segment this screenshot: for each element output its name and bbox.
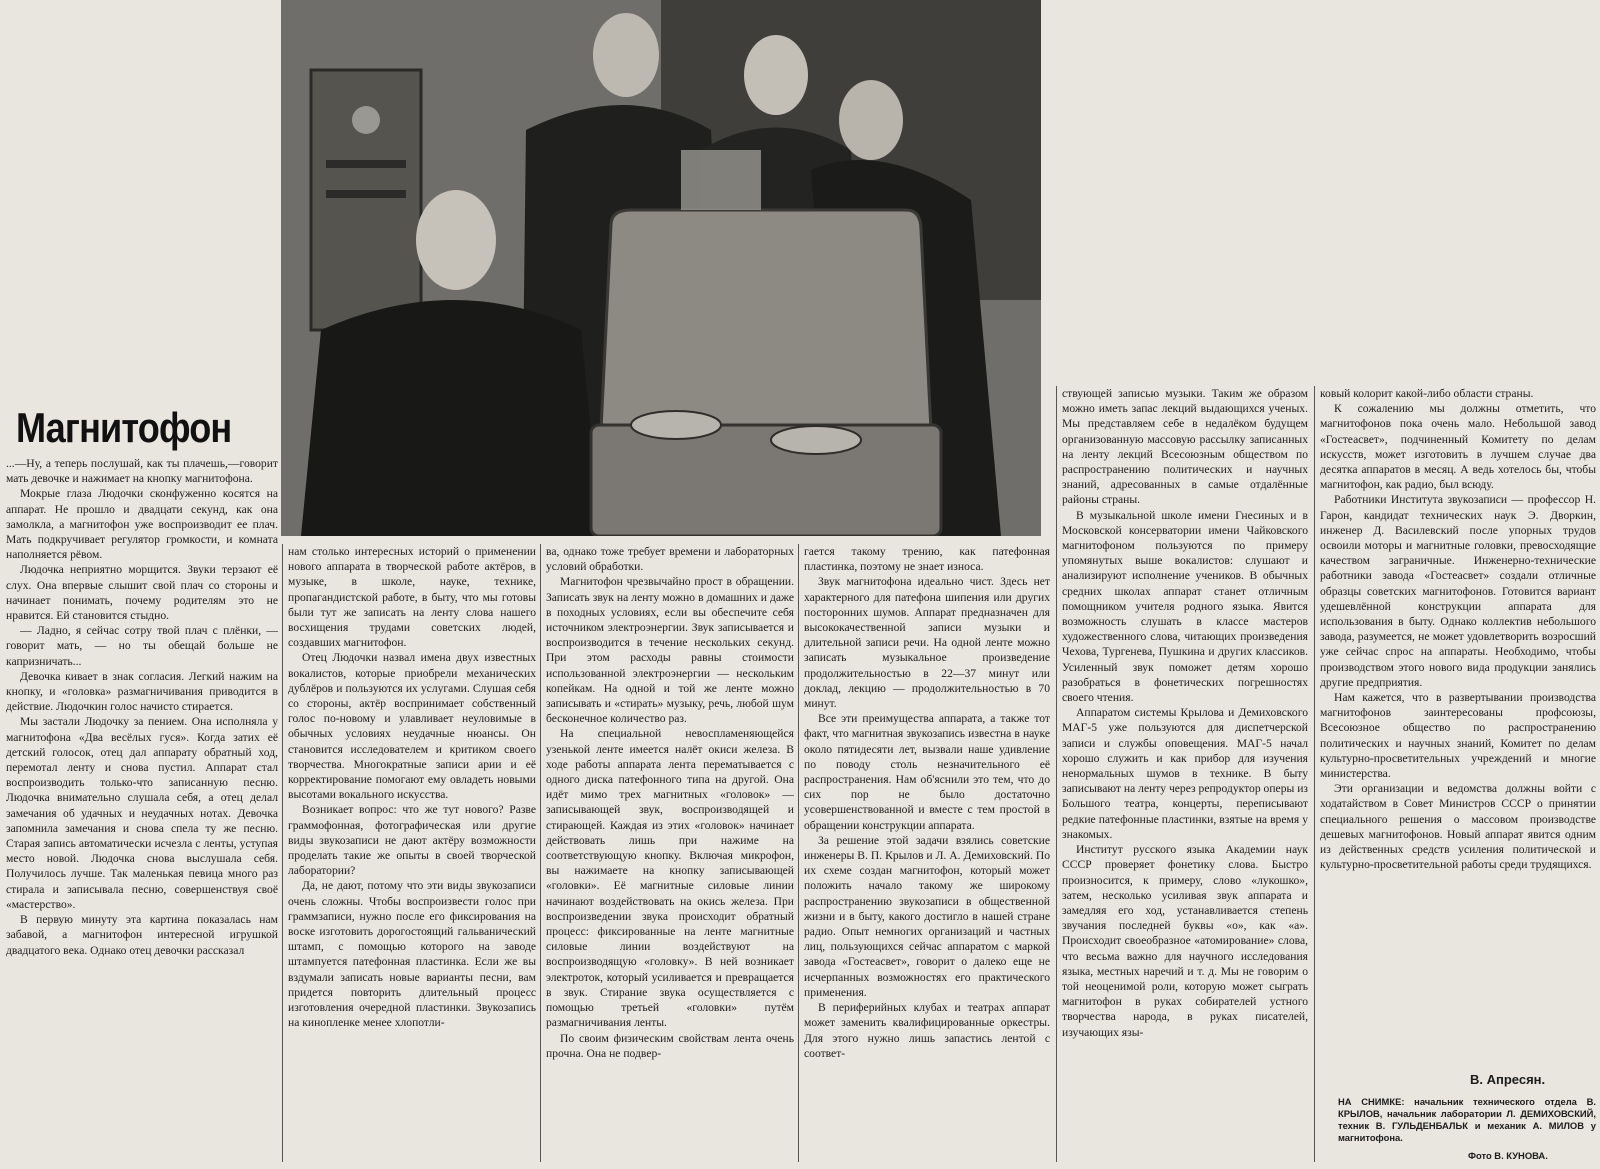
paragraph: ...—Ну, а теперь послушай, как ты плачешь,—говорит мать девочке и нажимает на кнопку магнитофона.	[6, 457, 278, 486]
paragraph: Мокрые глаза Людочки сконфуженно косятся на аппарат. Не прошло и двадцати секунд, как она замолкла, а магнитофон уже воспроизводит ее плач. Мать подкручивает регулятор громкости, и комната наполняется рёвом.	[6, 487, 278, 562]
paragraph: Работники Института звукозаписи — профессор Н. Гарон, кандидат технических наук Э. Дворкин, инженер Д. Василевский после упорных трудов освоили моторы и магнитные головки, превосходящие качеством заграничные. Инженерно-технические работники завода «Гостеасвет» создали отличные образцы советских магнитофонов. Готовится вариант удешевлённой конструкции аппарата для использования в быту. Однако коллектив небольшого завода, разумеется, не может удовлетворить возросший уже сейчас спрос на аппараты. Необходимо, чтобы производством этого нового вида продукции занялись другие предприятия.	[1320, 493, 1596, 689]
article-column-2	[288, 544, 536, 1162]
column-rule	[1056, 386, 1057, 1162]
paragraph: ковый колорит какой-либо области страны.	[1320, 387, 1534, 400]
photo-credit: Фото В. КУНОВА.	[1468, 1150, 1548, 1161]
column-rule	[798, 544, 799, 1162]
paragraph: В периферийных клубах и театрах аппарат может заменить квалифицированные оркестры. Для этого нужно лишь запастись лентой с соответ-	[804, 1001, 1050, 1060]
article-column-1	[6, 456, 278, 1162]
paragraph: Эти организации и ведомства должны войти с ходатайством в Совет Министров СССР о принятии специального решения о массовом производстве дешевых магнитофонов. Новый аппарат явится одним из действенных средств усиления политической и культурно-просветительной работы среди трудящихся.	[1320, 782, 1596, 872]
paragraph: Институт русского языка Академии наук СССР проверяет фонетику слова. Быстро произносится, к примеру, слово «лукошко», затем, несколько усиливая звук аппарата и замедляя его ход, устанавливается степень звучания последней буквы «о», как «а». Происходит своеобразное «атомирование» слова, что весьма важно для научного исследования языка, местных наречий и т. д. Мы не говорим о той неоценимой роли, которую может сыграть магнитофон в руках собирателей устного творчества народа, в руках писателей, изучающих язы-	[1062, 843, 1308, 1039]
paragraph: гается такому трению, как патефонная пластинка, поэтому не знает износа.	[804, 545, 1050, 574]
article-column-5	[1062, 386, 1308, 1162]
paragraph: нам столько интересных историй о применении нового аппарата в творческой работе актёров, в музыке, в школе, науке, технике, пропагандистской работе, в быту, что мы готовы были тут же записать на ленту слова нашего восхищения трудами советских людей, создавших магнитофон.	[288, 545, 536, 650]
article-photo	[281, 0, 1041, 536]
article-column-6	[1320, 386, 1596, 1066]
paragraph: Девочка кивает в знак согласия. Легкий нажим на кнопку, и «головка» размагничивания приводится в действие. Людочкин голос начисто стирается.	[6, 669, 278, 714]
paragraph: Отец Людочки назвал имена двух известных вокалистов, которые приобрели механических дублёров и пользуются их услугами. Слушая себя со стороны, актёр воспринимает собственный голос по-новому и улавливает неуловимые в обычных условиях неудачные нюансы. Он становится исследователем и критиком своего творчества. Многократные записи арии и её корректирование помогают ему овладеть новыми высотами вокального искусства.	[288, 651, 536, 802]
paragraph: Все эти преимущества аппарата, а также тот факт, что магнитная звукозапись известна в науке около пятидесяти лет, вызвали наше удивление по поводу столь незначительного её распространения. Нам об'яснили это тем, что до сих пор не было достаточно усовершенствованной и вместе с тем простой в обращении конструкции аппарата.	[804, 712, 1050, 832]
article-column-4	[804, 544, 1050, 1162]
paragraph: К сожалению мы должны отметить, что магнитофонов пока очень мало. Небольшой завод «Гостеасвет», подчиненный Комитету по делам искусств, может изготовить в лучшем случае два десятка аппаратов в месяц. А ведь хотелось бы, чтобы магнитофон, как радио, был всюду.	[1320, 402, 1596, 492]
paragraph: ствующей записью музыки. Таким же образом можно иметь запас лекций выдающихся ученых. Мы представляем себе в недалёком будущем организованную массовую рассылку записанных на ленту лекций Всесоюзным обществом по распространению политических и научных знаний, адресованных в самые отдалённые районы страны.	[1062, 387, 1308, 507]
paragraph: В первую минуту эта картина показалась нам забавой, а магнитофон интересной игрушкой двадцатого века. Однако отец девочки рассказал	[6, 913, 278, 957]
paragraph: Людочка неприятно морщится. Звуки терзают её слух. Она впервые слышит свой плач со стороны и начинает понимать, почему родителям это не нравится. Ей становится стыдно.	[6, 563, 278, 623]
paragraph: За решение этой задачи взялись советские инженеры В. П. Крылов и Л. А. Демиховский. По их схеме создан магнитофон, который может положить начало такому же широкому распространению звукозаписи в общественной жизни и в быту, какого достигло в нашей стране радио. Опыт немногих организаций и частных лиц, пользующихся сейчас аппаратом с маркой завода «Гостеасвет», говорит о далеко еще не исчерпанных возможностях его практического применения.	[804, 833, 1050, 999]
photo-caption: НА СНИМКЕ: начальник технического отдела В. КРЫЛОВ, начальник лаборатории Л. ДЕМИХОВСКИЙ, техник В. ГУЛЬДЕНБАЛЬК и механик А. МИЛОВ у магнитофона.	[1338, 1096, 1596, 1143]
paragraph: Да, не дают, потому что эти виды звукозаписи очень сложны. Чтобы воспроизвести голос при граммзаписи, нужно после его фиксирования на воске изготовить дорогостоящий гальванический штамп, с помощью которого на заводе штампуется патефонная пластинка. Если же вы вздумали записать новые варианты песни, вам придется повторить длительный процесс изготовления очередной пластинки. Звукозапись на кинопленке менее хлопотли-	[288, 879, 536, 1030]
column-rule	[540, 544, 541, 1162]
article-column-3	[546, 544, 794, 1162]
paragraph: ва, однако тоже требует времени и лабораторных условий обработки.	[546, 545, 794, 574]
paragraph: Возникает вопрос: что же тут нового? Разве граммофонная, фотографическая или другие виды звукозаписи не дают актёру возможности проделать такие же опыты в своей творческой лаборатории?	[288, 803, 536, 878]
paragraph: Аппаратом системы Крылова и Демиховского МАГ-5 уже пользуются для диспетчерской записи и службы оповещения. МАГ-5 начал хорошо служить и как прибор для изучения ненормальных шумов в технике. В быту записывают на ленту через репродуктор оперы из Большого театра, концерты, переписывают редкие патефонные пластинки, взятые на время у знакомых.	[1062, 706, 1308, 841]
paragraph: Магнитофон чрезвычайно прост в обращении. Записать звук на ленту можно в домашних и даже в походных условиях, если вы обеспечите себя источником электроэнергии. Звук записывается и воспроизводится в течение нескольких секунд. При этом расходы равны стоимости использованной электроэнергии — нескольким копейкам. На одной и той же ленте можно записывать и «стирать» музыку, речь, любой шум бесконечное количество раз.	[546, 575, 794, 726]
author-signature: В. Апресян.	[1470, 1072, 1546, 1087]
paragraph: Звук магнитофона идеально чист. Здесь нет характерного для патефона шипения или других посторонних шумов. Аппарат предназначен для высококачественной записи музыки и длительной записи речи. На одной ленте можно записать музыкальное произведение продолжительностью в 22—37 минут или доклад, лекцию — продолжительностью в 70 минут.	[804, 575, 1050, 711]
paragraph: — Ладно, я сейчас сотру твой плач с плёнки, — говорит мать, — но ты обещай больше не капризничать...	[6, 624, 278, 668]
photo-illustration	[281, 0, 1041, 536]
paragraph: На специальной невоспламеняющейся узенькой ленте имеется налёт окиси железа. В ходе работы аппарата лента перематывается с одного диска патефонного типа на другой. Она идёт мимо трех магнитных «головок» — записывающей звук, воспроизводящей и стирающей. Каждая из этих «головок» начинает действовать лишь при нажиме на соответствующую кнопку. Включая микрофон, вы нажимаете на кнопку записывающей «головки». Её магнитные силовые линии начинают воздействовать на окись железа. При воспроизведении звука происходит обратный процесс: фиксированные на ленте магнитные силовые линии воздействуют на воспроизводящую «головку». В ней возникает электроток, который усиливается и превращается в звук. Стирание звука осуществляется с помощью третьей «головки» путём размагничивания ленты.	[546, 727, 794, 1030]
paragraph: Мы застали Людочку за пением. Она исполняла у магнитофона «Два весёлых гуся». Когда затих её детский голосок, отец дал аппарату обратный ход, перемотал ленту и снова пустил. Аппарат стал воспроизводить только-что записанную песню. Людочка внимательно слушала себя, а отец делал замечания об удачных и неудачных нотах. Девочка запомнила замечания и снова спела ту же песню. Старая запись автоматически исчезла с ленты, уступая место новой. Людочка снова выслушала себя. Получилось лучше. Так маленькая певица много раз стирала и записывала песню, совершенствуя своё «мастерство».	[6, 715, 278, 911]
paragraph: В музыкальной школе имени Гнесиных и в Московской консерватории имени Чайковского магнитофоном пользуются по примеру упомянутых выше вокалистов: слушают и анализируют исполнение учеников. В обычных средних школах аппарат станет отличным помощником учителя родного языка. Явится возможность слушать в классе мастеров художественного слова, читающих произведения Чехова, Тургенева, Пушкина и других классиков. Усиленный звук поможет детям хорошо разобраться в фонетических погрешностях своего чтения.	[1062, 508, 1308, 705]
column-rule	[282, 544, 283, 1162]
article-title: Магнитофон	[16, 404, 232, 451]
paragraph: По своим физическим свойствам лента очень прочна. Она не подвер-	[546, 1031, 794, 1060]
column-rule	[1314, 386, 1315, 1162]
paragraph: Нам кажется, что в развертывании производства магнитофонов заинтересованы профсоюзы, Всесоюзное общество по распространению политических и научных знаний, Комитет по делам культурно-просветительных учреждений и многие министерства.	[1320, 691, 1596, 781]
